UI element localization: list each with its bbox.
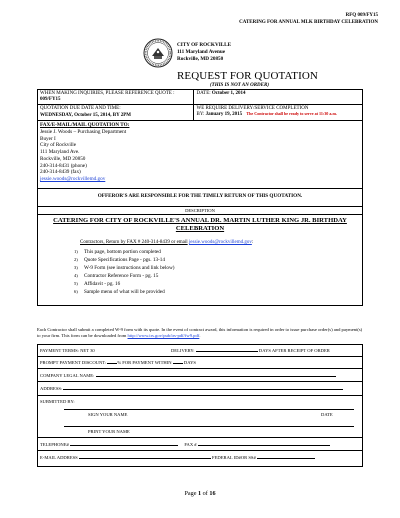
w9-note (37, 327, 363, 339)
offeror-form (37, 344, 363, 467)
contact-line: Buyer I (40, 135, 56, 142)
due-date-label: QUOTATION DUE DATE AND TIME: (40, 105, 121, 111)
contact-line: Jessie J. Woods – Purchasing Department (40, 128, 127, 135)
responsibility-text: OFFEROR'S ARE RESPONSIBLE FOR THE TIMELY RETURN OF THIS QUOTATION. (97, 193, 303, 199)
fax-label: FAX # (184, 442, 197, 447)
rfq-info-table (37, 89, 363, 306)
email-row (40, 455, 315, 460)
contact-cell (38, 121, 363, 189)
list-item (74, 288, 362, 296)
address-field[interactable] (63, 386, 343, 390)
telephone-label: TELEPHONE# (40, 442, 69, 447)
contact-line: 240-314-8431 (phone) (40, 162, 87, 169)
page-label: Page (184, 490, 197, 497)
email-label: E-MAIL ADDRESS (40, 455, 78, 460)
due-date-value: WEDNESDAY, October 15, 2014, BY 2PM (40, 113, 132, 119)
delivery-note: The Contractor shall be ready to serve at 11:30 a.m. (246, 111, 337, 117)
print-name-line[interactable] (64, 423, 354, 428)
list-item-number: 6) (74, 289, 78, 295)
discount-days-field[interactable] (173, 360, 183, 364)
contact-line: Rockville, MD 20850 (40, 155, 86, 162)
contact-line: City of Rockville (40, 142, 77, 149)
federal-id-field[interactable] (257, 455, 315, 459)
city-seal-icon (143, 38, 173, 68)
contact-email-link[interactable]: jessie.woods@rockvillemd.gov (40, 176, 106, 182)
due-date-cell (38, 104, 194, 121)
days-after-label: DAYS AFTER RECEIPT OF ORDER (258, 348, 330, 353)
sign-name-caption: SIGN YOUR NAME (88, 412, 128, 417)
rfq-subtitle: CATERING FOR ANNUAL MLK BIRTHDAY CELEBRATION (239, 19, 378, 25)
description-cell (38, 215, 363, 305)
list-item-number: 5) (74, 281, 78, 287)
contact-line: 111 Maryland Ave. (40, 149, 80, 155)
date-value: October 1, 2014 (211, 91, 246, 96)
page-footer (0, 490, 400, 497)
prompt-discount-label: PROMPT PAYMENT DISCOUNT: (40, 360, 107, 365)
payment-row (40, 348, 330, 353)
list-item-text: Contractor Reference Form - pg. 15 (84, 273, 159, 280)
description-title: CATERING FOR CITY OF ROCKVILLE'S ANNUAL DR. MARTIN LUTHER KING JR. BIRTHDAY CELEBRATION (53, 217, 347, 232)
return-email-link[interactable]: jessie.woods@rockvillemd.gov (188, 240, 252, 246)
quote-number: 009/FY15 (40, 96, 61, 102)
list-item (74, 264, 362, 272)
date-label: DATE: (196, 91, 211, 96)
not-order-note: (THIS IS NOT AN ORDER) (210, 83, 269, 88)
delivery-date: January 19, 2015 (205, 112, 243, 118)
prompt-payment-row (40, 360, 196, 365)
list-item-number: 1) (74, 249, 78, 255)
city-state: Rockville, MD 20850 (177, 55, 224, 62)
inquiry-label: WHEN MAKING INQUIRIES, PLEASE REFERENCE QUOTE : (40, 91, 175, 96)
return-instructions (38, 232, 362, 246)
rfq-number: RFQ 009/FY15 (345, 13, 378, 18)
document-header (178, 13, 378, 27)
responsibility-cell (38, 189, 363, 207)
signature-line[interactable] (64, 406, 354, 411)
print-name-caption: PRINT YOUR NAME (88, 429, 130, 434)
list-item (74, 280, 362, 288)
submitted-row (40, 399, 75, 404)
federal-id-label: FEDERAL ID#OR SS# (212, 455, 256, 460)
telephone-row (40, 442, 330, 447)
delivery-cell (194, 104, 363, 121)
list-item (74, 248, 362, 256)
company-field[interactable] (96, 373, 336, 377)
company-row (40, 373, 336, 378)
city-name: CITY OF ROCKVILLE (177, 42, 232, 48)
list-item-text: Sample menu of what will be provided (84, 289, 165, 296)
address-label: ADDRESS: (40, 386, 63, 391)
return-instructions-text: Contractors, Return by FAX # 240-314-8439 or email (80, 240, 188, 246)
address-row (40, 386, 343, 391)
w9-download-link[interactable]: http://www.irs.gov/pub/irs-pdf/fw9.pdf (127, 333, 200, 339)
delivery-label: DELIVERY: (170, 348, 195, 353)
date-cell (194, 90, 363, 105)
city-street: 111 Maryland Avenue (177, 48, 226, 55)
contact-line: 240-314-8439 (fax) (40, 169, 81, 176)
submitted-label: SUBMITTED BY: (40, 399, 75, 404)
telephone-field[interactable] (70, 442, 178, 446)
email-field[interactable] (79, 455, 211, 459)
company-label: COMPANY LEGAL NAME: (40, 373, 95, 378)
prompt-mid-label: % FOR PAYMENT WITHIN (117, 360, 172, 365)
delivery-by-label: BY: (196, 112, 205, 118)
discount-percent-field[interactable] (107, 360, 117, 364)
page-number: 1 (198, 490, 202, 497)
inquiry-reference-cell (38, 90, 194, 105)
page-of-label: of (202, 490, 208, 497)
prompt-days-label: DAYS (183, 360, 196, 365)
delivery-label: WE REQUIRE DELIVERY/SERVICE COMPLETION (196, 105, 309, 111)
list-item (74, 272, 362, 280)
fax-field[interactable] (198, 442, 330, 446)
list-item-number: 2) (74, 257, 78, 263)
required-items-list (38, 246, 362, 304)
list-item-number: 3) (74, 265, 78, 271)
description-header: DESCRIPTION (38, 206, 363, 214)
return-instructions-colon: : (251, 240, 254, 246)
page-total: 16 (209, 490, 216, 497)
list-item-number: 4) (74, 273, 78, 279)
delivery-days-field[interactable] (196, 348, 258, 352)
page-title: REQUEST FOR QUOTATION (177, 70, 318, 82)
contact-heading: FAX/E-MAIL/MAIL QUOTATION TO: (40, 122, 130, 128)
city-address (177, 42, 231, 62)
list-item-text: Quote Specifications Page - pgs. 13-14 (84, 257, 165, 264)
list-item-text: W-9 Form (see instructions and link below) (84, 265, 175, 272)
list-item (74, 256, 362, 264)
list-item-text: This page, bottom portion completed (84, 249, 161, 256)
date-caption: DATE (321, 412, 333, 417)
list-item-text: Affidavit - pg. 16 (84, 281, 121, 288)
w9-note-text: Each Contractor shall submit a completed W-9 form with its quote. In the event of contract award, this information is required in order to issue purchase order(s) and payment(s) to your firm. This form can be downloaded from (37, 327, 363, 339)
payment-terms: PAYMENT TERMS: NET 30 (40, 348, 95, 353)
w9-note-end: . (199, 333, 201, 339)
